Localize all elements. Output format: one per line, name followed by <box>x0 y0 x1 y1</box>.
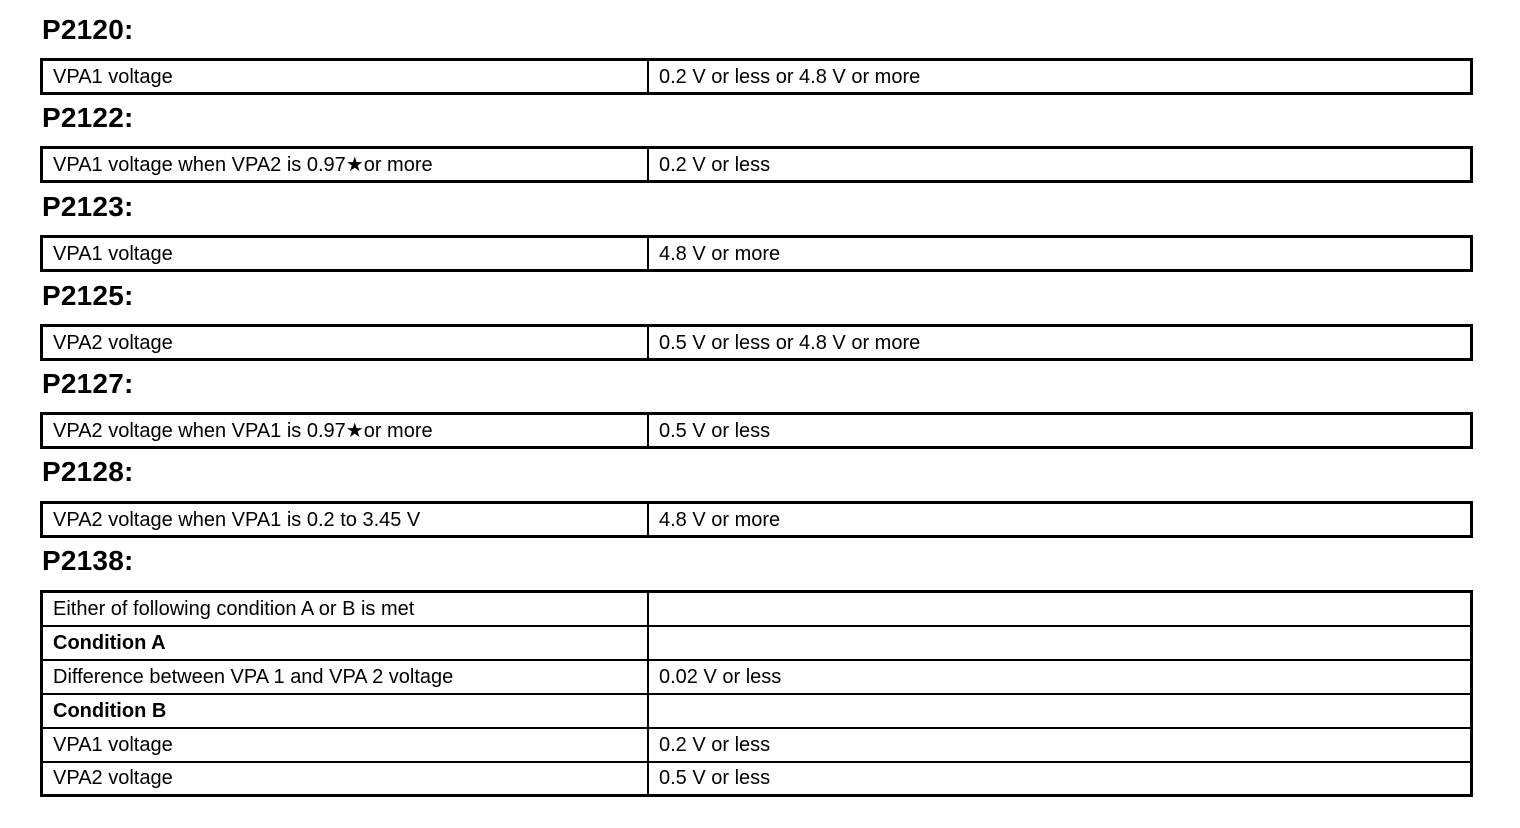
table-row <box>42 414 1472 448</box>
value-cell: 0.2 V or less or 4.8 V or more <box>648 60 1472 94</box>
table-row <box>42 326 1472 360</box>
dtc-condition-table <box>40 590 1473 797</box>
condition-cell: VPA2 voltage <box>42 326 649 360</box>
value-cell <box>648 694 1472 728</box>
dtc-condition-table <box>40 146 1473 183</box>
dtc-code-heading: P2127: <box>42 368 134 399</box>
table-row <box>42 148 1472 182</box>
dtc-condition-table <box>40 58 1473 95</box>
value-cell <box>648 626 1472 660</box>
value-cell: 0.5 V or less or 4.8 V or more <box>648 326 1472 360</box>
dtc-condition-table <box>40 412 1473 449</box>
table-row <box>42 592 1472 626</box>
table-row <box>42 503 1472 537</box>
table-row <box>42 728 1472 762</box>
value-cell: 4.8 V or more <box>648 503 1472 537</box>
table-row <box>42 694 1472 728</box>
table-row <box>42 626 1472 660</box>
value-cell: 0.5 V or less <box>648 762 1472 796</box>
table-row <box>42 660 1472 694</box>
condition-cell: VPA1 voltage <box>42 237 649 271</box>
dtc-code-heading: P2138: <box>42 545 134 576</box>
dtc-code-heading: P2122: <box>42 102 134 133</box>
value-cell: 0.2 V or less <box>648 728 1472 762</box>
table-row <box>42 60 1472 94</box>
condition-cell: VPA2 voltage <box>42 762 649 796</box>
condition-cell: Difference between VPA 1 and VPA 2 voltage <box>42 660 649 694</box>
dtc-code-heading: P2123: <box>42 191 134 222</box>
value-cell: 0.5 V or less <box>648 414 1472 448</box>
value-cell: 0.02 V or less <box>648 660 1472 694</box>
condition-subheading: Condition A <box>42 626 649 660</box>
dtc-code-heading: P2120: <box>42 14 134 45</box>
dtc-code-heading: P2128: <box>42 456 134 487</box>
dtc-condition-table <box>40 501 1473 538</box>
dtc-condition-table <box>40 324 1473 361</box>
value-cell: 0.2 V or less <box>648 148 1472 182</box>
condition-cell: VPA1 voltage <box>42 728 649 762</box>
condition-cell: Either of following condition A or B is met <box>42 592 649 626</box>
condition-cell: VPA2 voltage when VPA1 is 0.97★or more <box>42 414 649 448</box>
dtc-code-heading: P2125: <box>42 280 134 311</box>
condition-cell: VPA2 voltage when VPA1 is 0.2 to 3.45 V <box>42 503 649 537</box>
table-row <box>42 762 1472 796</box>
value-cell <box>648 592 1472 626</box>
condition-subheading: Condition B <box>42 694 649 728</box>
condition-cell: VPA1 voltage when VPA2 is 0.97★or more <box>42 148 649 182</box>
table-row <box>42 237 1472 271</box>
value-cell: 4.8 V or more <box>648 237 1472 271</box>
dtc-condition-table <box>40 235 1473 272</box>
condition-cell: VPA1 voltage <box>42 60 649 94</box>
